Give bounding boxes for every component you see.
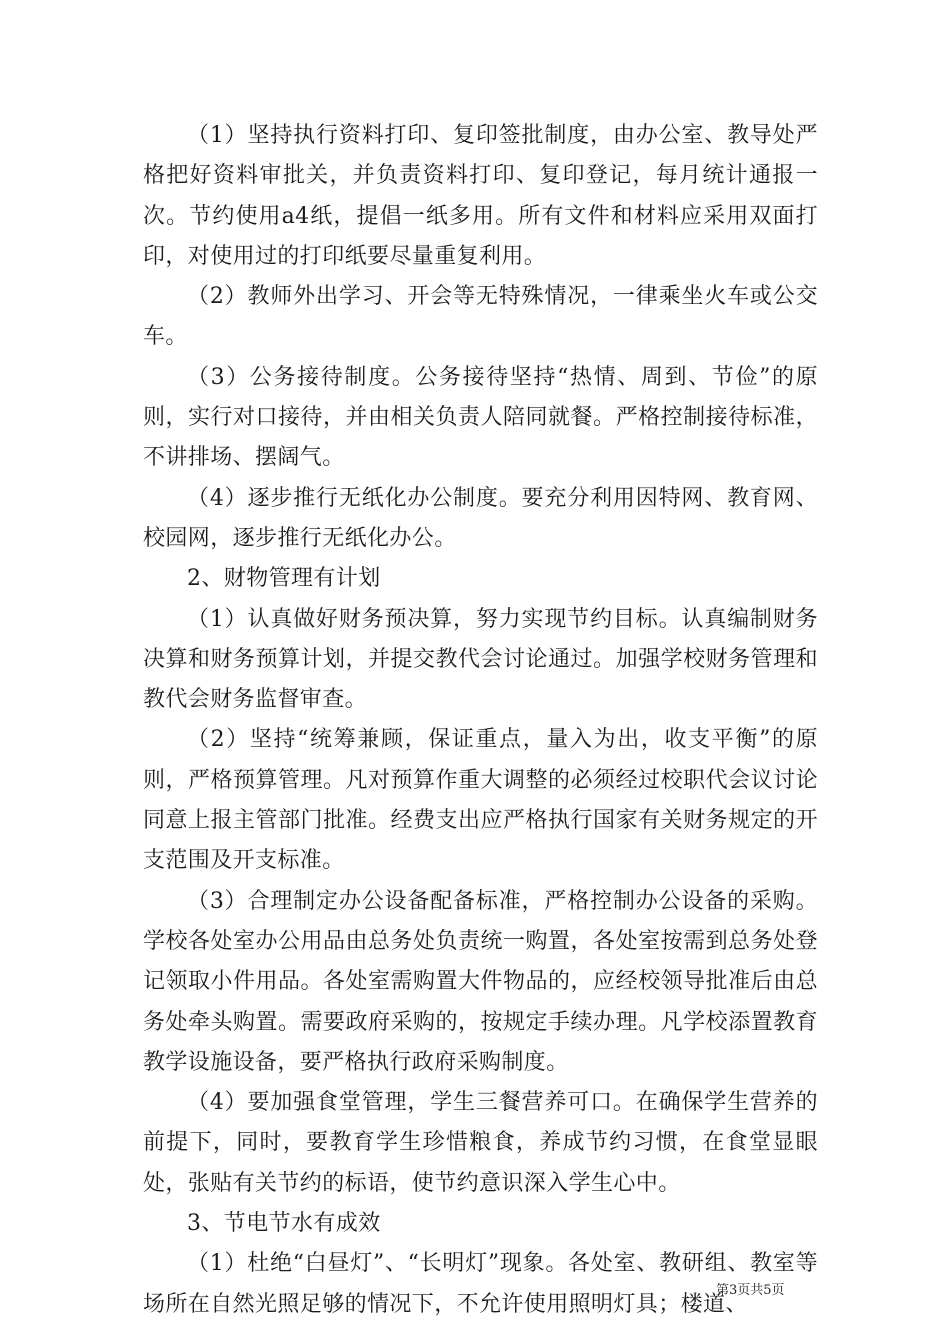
paragraph-7: （3）合理制定办公设备配备标准，严格控制办公设备的采购。学校各处室办公用品由总务处负责统一购置，各处室按需到总务处登记领取小件用品。各处室需购置大件物品的，应经校领导批准后由总务处牵头购置。需要政府采购的，按规定手续办理。凡学校添置教育教学设施设备，要严格执行政府采购制度。 [143,888,818,1075]
paragraph-9: （1）杜绝“白昼灯”、“长明灯”现象。各处室、教研组、教室等场所在自然光照足够的情况下，不允许使用照明灯具；楼道、 [143,1251,818,1317]
paragraph-8: （4）要加强食堂管理，学生三餐营养可口。在确保学生营养的前提下，同时，要教育学生珍惜粮食，养成节约习惯，在食堂显眼处，张贴有关节约的标语，使节约意识深入学生心中。 [143,1090,818,1196]
page-number: 第3页共5页 [716,1283,785,1298]
paragraph-6: （2）坚持“统筹兼顾，保证重点，量入为出，收支平衡”的原则，严格预算管理。凡对预算作重大调整的必须经过校职代会议讨论同意上报主管部门批准。经费支出应严格执行国家有关财务规定的开支范围及开支标准。 [143,727,818,874]
section-heading-3: 3、节电节水有成效 [187,1211,381,1237]
paragraph-2: （2）教师外出学习、开会等无特殊情况，一律乘坐火车或公交车。 [143,284,818,350]
section-heading-2: 2、财物管理有计划 [187,566,381,592]
paragraph-4: （4）逐步推行无纸化办公制度。要充分利用因特网、教育网、校园网，逐步推行无纸化办公。 [143,485,818,551]
document-body [143,116,818,1325]
paragraph-3: （3）公务接待制度。公务接待坚持“热情、周到、节俭”的原则，实行对口接待，并由相关负责人陪同就餐。严格控制接待标准，不讲排场、摆阔气。 [143,364,818,471]
paragraph-1: （1）坚持执行资料打印、复印签批制度，由办公室、教导处严格把好资料审批关，并负责资料打印、复印登记，每月统计通报一次。节约使用a4纸，提倡一纸多用。所有文件和材料应采用双面打印，对使用过的打印纸要尽量重复利用。 [143,123,818,269]
paragraph-5: （1）认真做好财务预决算，努力实现节约目标。认真编制财务决算和财务预算计划，并提交教代会讨论通过。加强学校财务管理和教代会财务监督审查。 [143,606,818,713]
